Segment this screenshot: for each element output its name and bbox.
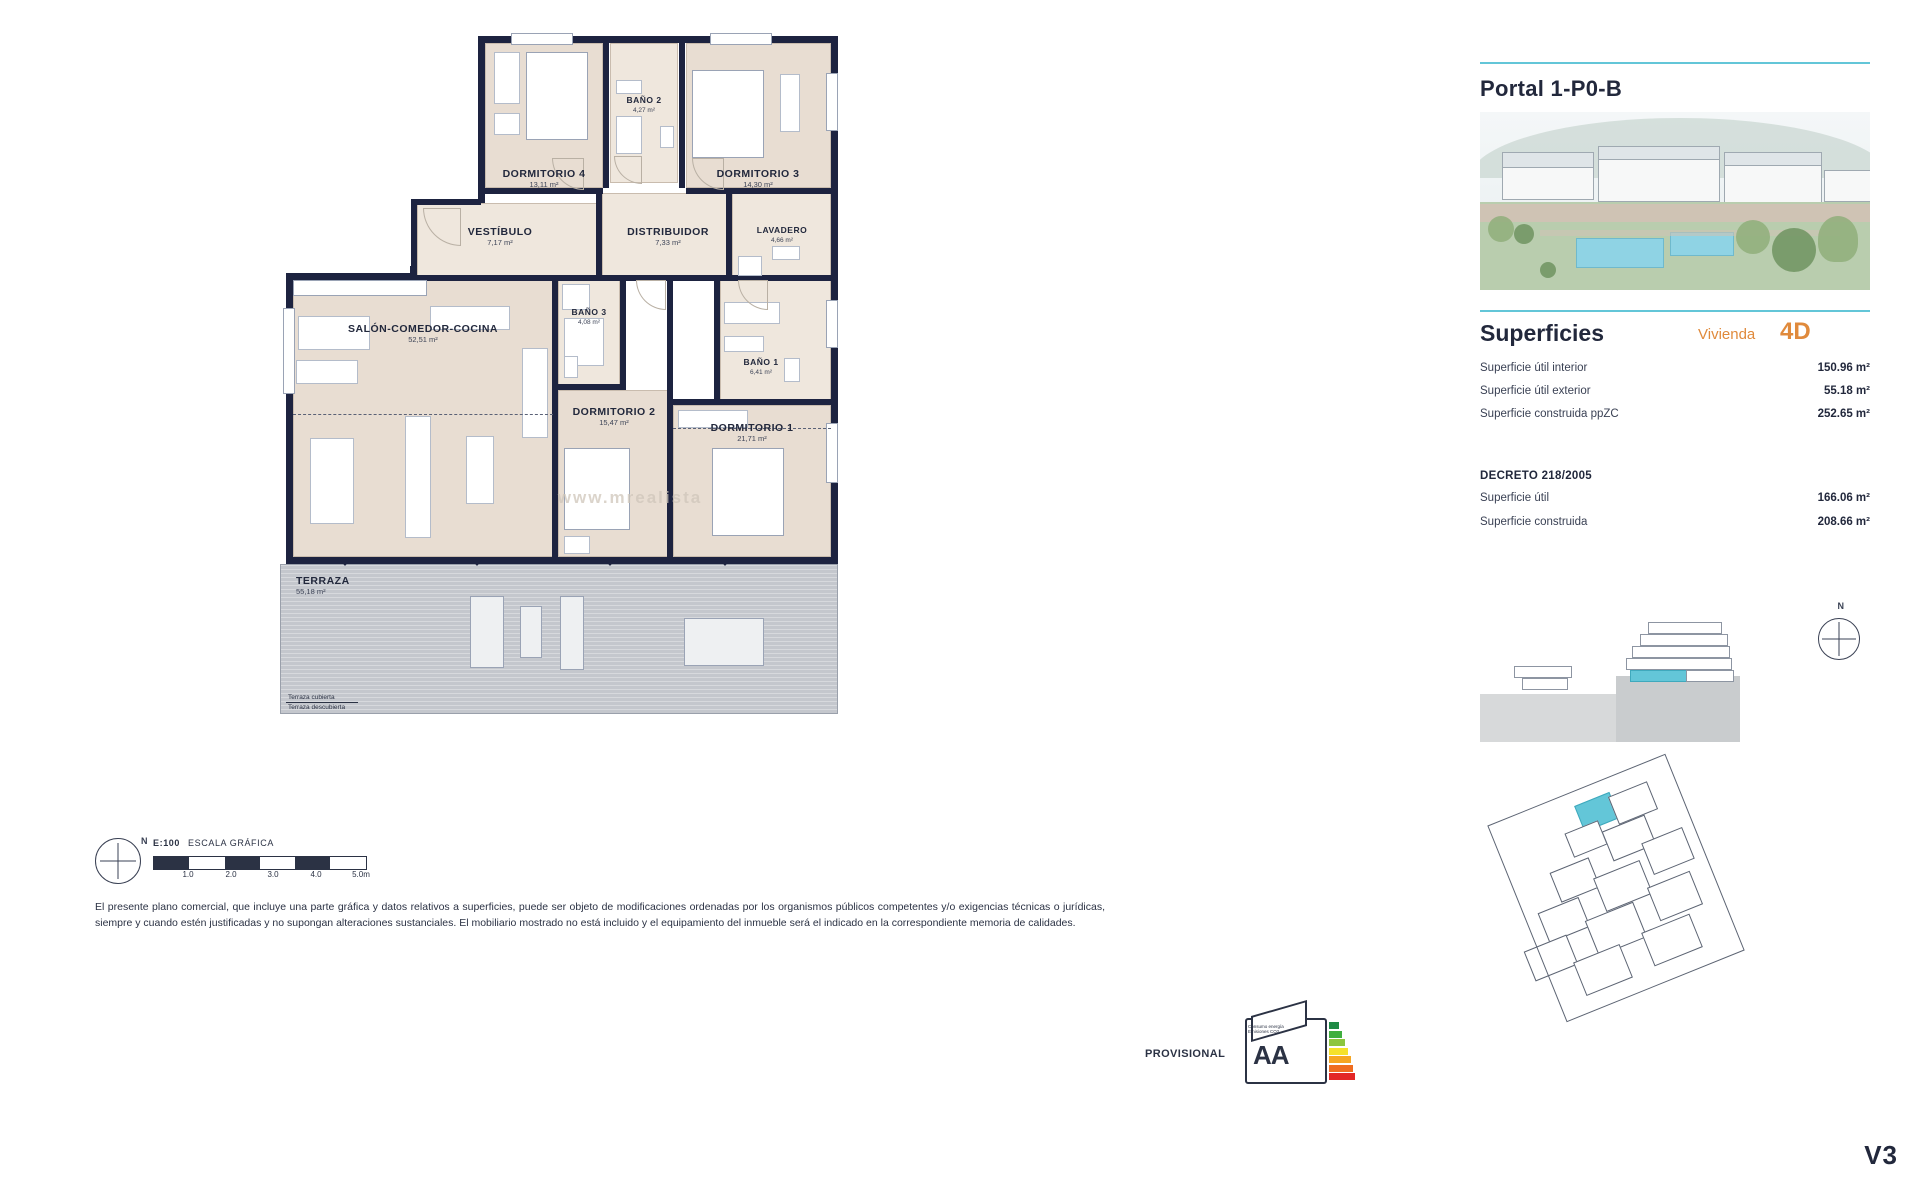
terrace-lounger-1 (470, 596, 504, 668)
label-terraza-name: TERRAZA (296, 575, 350, 587)
wall-interior-5 (411, 199, 417, 281)
label-dormitorio-1 (678, 422, 826, 444)
scale-ratio: E:100 (153, 838, 181, 848)
wall-outer-bottom (286, 557, 838, 564)
label-distribuidor-name: DISTRIBUIDOR (627, 226, 709, 238)
scale-ruler-ticks (153, 870, 393, 882)
level-marker-1 (340, 560, 350, 566)
scale-title (153, 838, 274, 848)
label-dormitorio-3-area: 14,30 m² (743, 180, 773, 190)
door-distribuidor (636, 280, 666, 310)
window-kitchen-band (293, 280, 427, 296)
site-section-diagram (1480, 600, 1870, 760)
level-marker-4 (720, 560, 730, 566)
bed-dormitorio-4 (526, 52, 588, 140)
compass-north-label: N (141, 836, 148, 846)
label-dormitorio-3 (698, 168, 818, 190)
decreto-title: DECRETO 218/2005 (1480, 470, 1592, 482)
terrace-dining-table (684, 618, 764, 666)
label-bano-2-name: BAÑO 2 (626, 95, 662, 105)
energy-rating-icon (1245, 1018, 1355, 1080)
site-block-1 (1648, 622, 1722, 634)
energy-caption-consumo: Consumo energía (1248, 1024, 1284, 1029)
surface-row-1-value: 150.96 m² (1817, 362, 1870, 374)
label-vestibulo (440, 226, 560, 248)
terrace-note-uncovered: Terraza descubierta (288, 704, 346, 711)
window-right-dorm1 (826, 423, 838, 483)
label-bano-3 (556, 308, 622, 326)
surface-row-1-label: Superficie útil interior (1480, 362, 1588, 374)
site-block-4 (1626, 658, 1732, 670)
label-dormitorio-1-area: 21,71 m² (737, 434, 767, 444)
window-top-right (710, 33, 772, 45)
scale-ruler (153, 856, 367, 870)
key-plan-outline (1487, 754, 1744, 1022)
terrace-note-divider (286, 702, 358, 703)
scale-tick-5: 5.0m (352, 870, 370, 879)
floor-plan (280, 18, 980, 738)
dashed-line-salon (293, 414, 553, 415)
label-lavadero-area: 4,66 m² (770, 236, 794, 244)
wall-interior-7 (596, 194, 602, 280)
label-distribuidor-area: 7,33 m² (655, 238, 681, 248)
wall-interior-9 (417, 275, 602, 281)
wall-interior-12 (620, 280, 626, 390)
wall-interior-13 (558, 384, 620, 390)
vivienda-label: Vivienda (1698, 326, 1756, 343)
site-block-3 (1632, 646, 1730, 658)
wall-interior-15 (673, 399, 831, 405)
label-bano-1-name: BAÑO 1 (743, 357, 779, 367)
washer-lavadero (738, 256, 762, 276)
terrace-lounger-3 (560, 596, 584, 670)
label-bano-3-area: 4,08 m² (577, 318, 601, 326)
toilet-bano-2 (660, 126, 674, 148)
project-render-image (1480, 112, 1870, 290)
site-block-5 (1686, 670, 1734, 682)
nightstand-dormitorio-4 (494, 113, 520, 135)
info-panel (1460, 0, 1920, 1200)
label-bano-2-area: 4,27 m² (632, 106, 656, 114)
surface-row-2-label: Superficie útil exterior (1480, 385, 1591, 397)
label-dormitorio-2-area: 15,47 m² (599, 418, 629, 428)
vivienda-code: 4D (1780, 318, 1811, 345)
window-right-dorm3 (826, 73, 838, 131)
phase-code: V3 (1864, 1140, 1898, 1170)
wall-outer-left-connect (286, 273, 416, 280)
label-salon-name: SALÓN-COMEDOR-COCINA (348, 323, 498, 335)
label-bano-3-name: BAÑO 3 (571, 307, 607, 317)
site-block-left-2 (1522, 678, 1568, 690)
window-left-salon (283, 308, 295, 394)
label-dormitorio-4-name: DORMITORIO 4 (502, 168, 586, 180)
label-dormitorio-1-name: DORMITORIO 1 (710, 422, 794, 434)
kitchen-island (296, 360, 358, 384)
sideboard-salon (405, 416, 431, 538)
site-block-2 (1640, 634, 1728, 646)
label-vestibulo-name: VESTÍBULO (467, 226, 533, 238)
disclaimer-text: El presente plano comercial, que incluye una parte gráfica y datos relativos a superficies, puede ser objeto de modificaciones ordenadas por los organismos públicos competentes y/o exigencias técnicas o jurídicas, siempre y cuando estén justificadas y no supongan alteraciones sustanciales. El mobiliario mostrado no está incluido y el equipamiento del inmueble será el indicado en la correspondiente memoria de calidades. (95, 901, 1105, 929)
key-plan-diagram (1520, 782, 1850, 1112)
desk-dormitorio-2 (564, 536, 590, 554)
label-bano-1-area: 6,41 m² (749, 368, 773, 376)
label-salon-area: 52,51 m² (408, 335, 438, 345)
site-block-highlight (1630, 670, 1688, 682)
wall-interior-1 (603, 43, 609, 188)
provisional-label: PROVISIONAL (1145, 1048, 1226, 1060)
decreto-row-2-label: Superficie construida (1480, 516, 1588, 528)
scale-tick-4: 4.0 (310, 870, 322, 879)
label-salon (318, 323, 528, 345)
sink-bano-2 (616, 80, 642, 94)
window-right-bano1 (826, 300, 838, 348)
label-terraza-area: 55,18 m² (296, 587, 326, 597)
level-marker-3 (605, 560, 615, 566)
label-vestibulo-area: 7,17 m² (487, 238, 513, 248)
compass-icon (95, 838, 141, 884)
label-dormitorio-2 (556, 406, 672, 428)
kitchen-counter (522, 348, 548, 438)
level-marker-2 (472, 560, 482, 566)
compass-north-label-site: N (1837, 601, 1844, 611)
label-dormitorio-4-area: 13,11 m² (529, 180, 559, 190)
label-dormitorio-3-name: DORMITORIO 3 (716, 168, 800, 180)
label-bano-2 (612, 96, 676, 114)
label-lavadero (736, 226, 828, 244)
label-distribuidor (608, 226, 728, 248)
label-terraza (296, 575, 396, 597)
dining-table-salon (310, 438, 354, 524)
energy-caption-emisiones: Emisiones CO2 (1248, 1029, 1280, 1035)
panel-top-rule (1480, 62, 1870, 64)
label-bano-1 (724, 358, 798, 376)
toilet-bano-3 (564, 356, 578, 378)
decreto-row-1-label: Superficie útil (1480, 492, 1550, 504)
terrace-note-covered: Terraza cubierta (288, 694, 335, 701)
energy-captions (1248, 1024, 1284, 1035)
surface-row-3-value: 252.65 m² (1817, 408, 1870, 420)
portal-title: Portal 1-P0-B (1480, 76, 1623, 101)
scale-bar-group (95, 830, 395, 890)
sink-bano-1 (724, 336, 764, 352)
wall-interior-16 (714, 280, 720, 405)
scale-tick-3: 3.0 (267, 870, 279, 879)
terrace-lounger-2 (520, 606, 542, 658)
scale-tick-2: 2.0 (225, 870, 237, 879)
compass-icon-site (1818, 618, 1860, 660)
wall-interior-2 (679, 43, 685, 188)
panel-mid-rule (1480, 310, 1870, 312)
bed-dormitorio-3 (692, 70, 764, 158)
shower-bano-2 (616, 116, 642, 154)
shelf-lavadero (772, 246, 800, 260)
scale-title-text: ESCALA GRÁFICA (188, 838, 274, 848)
wardrobe-dormitorio-3 (780, 74, 800, 132)
label-dormitorio-4 (494, 168, 594, 190)
surface-row-2-value: 55.18 m² (1823, 385, 1870, 397)
window-top-left (511, 33, 573, 45)
scale-tick-1: 1.0 (182, 870, 194, 879)
decreto-row-1-value: 166.06 m² (1817, 492, 1870, 504)
label-dormitorio-2-name: DORMITORIO 2 (572, 406, 656, 418)
energy-scale-bars (1329, 1022, 1355, 1082)
superficies-title: Superficies (1480, 320, 1604, 346)
watermark: www.mrealista (557, 488, 703, 507)
surface-row-3-label: Superficie construida ppZC (1480, 408, 1619, 420)
wall-interior-6 (411, 199, 481, 205)
wardrobe-dormitorio-4 (494, 52, 520, 104)
label-lavadero-name: LAVADERO (756, 225, 808, 235)
energy-letter: AA (1253, 1040, 1289, 1070)
decreto-row-2-value: 208.66 m² (1817, 516, 1870, 528)
site-ground-right (1616, 676, 1740, 742)
site-block-left (1514, 666, 1572, 678)
